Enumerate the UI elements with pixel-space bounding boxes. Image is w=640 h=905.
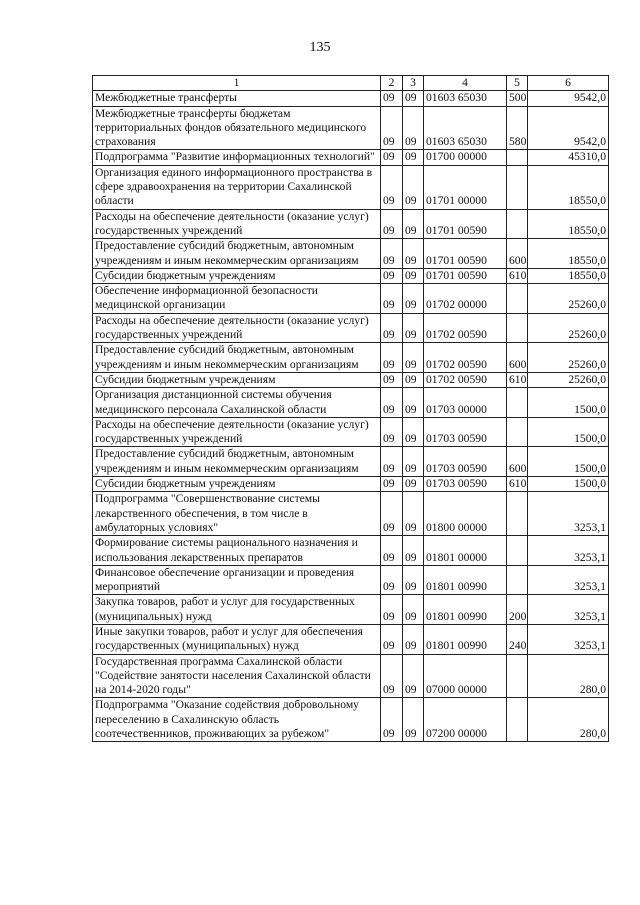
header-row [93, 76, 609, 91]
row-name: Расходы на обеспечение деятельности (оказание услуг) государственных учреждений [93, 417, 381, 447]
row-expense-type: 580 [507, 106, 528, 150]
row-name: Межбюджетные трансферты [93, 91, 381, 106]
row-amount: 1500,0 [528, 388, 609, 418]
row-expense-type: 500 [507, 91, 528, 106]
row-target-article: 01801 00990 [424, 565, 507, 595]
row-expense-type [507, 565, 528, 595]
row-amount: 3253,1 [528, 565, 609, 595]
row-name: Межбюджетные трансферты бюджетам территориальных фондов обязательного медицинского страхования [93, 106, 381, 150]
row-amount: 1500,0 [528, 477, 609, 492]
row-section: 09 [381, 447, 403, 477]
row-subsection: 09 [403, 624, 424, 654]
row-name: Иные закупки товаров, работ и услуг для обеспечения государственных (муниципальных) нужд [93, 624, 381, 654]
row-amount: 18550,0 [528, 165, 609, 209]
row-name: Предоставление субсидий бюджетным, автономным учреждениям и иным некоммерческим организациям [93, 343, 381, 373]
row-expense-type: 610 [507, 477, 528, 492]
row-subsection: 09 [403, 343, 424, 373]
row-section: 09 [381, 565, 403, 595]
column-header: 5 [507, 76, 528, 91]
row-target-article: 01801 00990 [424, 624, 507, 654]
row-expense-type: 600 [507, 343, 528, 373]
row-section: 09 [381, 150, 403, 165]
row-section: 09 [381, 536, 403, 566]
row-section: 09 [381, 165, 403, 209]
row-section: 09 [381, 388, 403, 418]
table-row [93, 91, 609, 106]
row-name: Финансовое обеспечение организации и проведения мероприятий [93, 565, 381, 595]
table-row [93, 654, 609, 698]
row-name: Обеспечение информационной безопасности медицинской организации [93, 284, 381, 314]
row-target-article: 01801 00990 [424, 595, 507, 625]
table-row [93, 477, 609, 492]
row-target-article: 01603 65030 [424, 106, 507, 150]
row-amount: 3253,1 [528, 624, 609, 654]
table-row [93, 417, 609, 447]
row-target-article: 01800 00000 [424, 492, 507, 536]
row-amount: 1500,0 [528, 417, 609, 447]
row-expense-type [507, 165, 528, 209]
column-header: 3 [403, 76, 424, 91]
table-row [93, 343, 609, 373]
row-amount: 280,0 [528, 698, 609, 742]
row-subsection: 09 [403, 165, 424, 209]
row-section: 09 [381, 492, 403, 536]
row-name: Закупка товаров, работ и услуг для государственных (муниципальных) нужд [93, 595, 381, 625]
row-amount: 25260,0 [528, 284, 609, 314]
row-target-article: 01701 00590 [424, 268, 507, 283]
row-amount: 25260,0 [528, 343, 609, 373]
row-name: Подпрограмма "Совершенствование системы лекарственного обеспечения, в том числе в амбулаторных условиях" [93, 492, 381, 536]
row-target-article: 01702 00590 [424, 372, 507, 387]
table-row [93, 165, 609, 209]
row-section: 09 [381, 698, 403, 742]
row-section: 09 [381, 624, 403, 654]
row-name: Расходы на обеспечение деятельности (оказание услуг) государственных учреждений [93, 313, 381, 343]
row-subsection: 09 [403, 372, 424, 387]
row-subsection: 09 [403, 313, 424, 343]
row-amount: 1500,0 [528, 447, 609, 477]
row-expense-type [507, 417, 528, 447]
row-subsection: 09 [403, 595, 424, 625]
row-subsection: 09 [403, 209, 424, 239]
row-subsection: 09 [403, 492, 424, 536]
row-amount: 25260,0 [528, 372, 609, 387]
table-row [93, 447, 609, 477]
row-target-article: 01700 00000 [424, 150, 507, 165]
row-name: Предоставление субсидий бюджетным, автономным учреждениям и иным некоммерческим организациям [93, 239, 381, 269]
row-subsection: 09 [403, 447, 424, 477]
row-target-article: 01701 00590 [424, 209, 507, 239]
table-row [93, 536, 609, 566]
row-section: 09 [381, 106, 403, 150]
row-amount: 3253,1 [528, 536, 609, 566]
row-target-article: 01703 00590 [424, 417, 507, 447]
row-expense-type: 240 [507, 624, 528, 654]
table-row [93, 565, 609, 595]
row-amount: 3253,1 [528, 492, 609, 536]
row-name: Предоставление субсидий бюджетным, автономным учреждениям и иным некоммерческим организациям [93, 447, 381, 477]
row-subsection: 09 [403, 477, 424, 492]
row-expense-type: 200 [507, 595, 528, 625]
row-name: Расходы на обеспечение деятельности (оказание услуг) государственных учреждений [93, 209, 381, 239]
row-amount: 18550,0 [528, 268, 609, 283]
row-section: 09 [381, 417, 403, 447]
table-row [93, 313, 609, 343]
row-subsection: 09 [403, 239, 424, 269]
row-expense-type [507, 313, 528, 343]
row-target-article: 01701 00000 [424, 165, 507, 209]
row-expense-type [507, 284, 528, 314]
table-row [93, 595, 609, 625]
row-subsection: 09 [403, 106, 424, 150]
table-row [93, 268, 609, 283]
row-name: Субсидии бюджетным учреждениям [93, 268, 381, 283]
row-expense-type [507, 209, 528, 239]
row-expense-type: 600 [507, 447, 528, 477]
row-expense-type [507, 492, 528, 536]
row-section: 09 [381, 209, 403, 239]
row-amount: 9542,0 [528, 91, 609, 106]
row-subsection: 09 [403, 150, 424, 165]
table-row [93, 150, 609, 165]
row-subsection: 09 [403, 417, 424, 447]
row-name: Субсидии бюджетным учреждениям [93, 372, 381, 387]
row-name: Государственная программа Сахалинской области "Содействие занятости населения Сахалинской области на 2014-2020 годы" [93, 654, 381, 698]
row-section: 09 [381, 343, 403, 373]
row-amount: 45310,0 [528, 150, 609, 165]
row-target-article: 01702 00590 [424, 343, 507, 373]
row-name: Субсидии бюджетным учреждениям [93, 477, 381, 492]
row-subsection: 09 [403, 91, 424, 106]
row-name: Организация единого информационного пространства в сфере здравоохранения на территории Сахалинской области [93, 165, 381, 209]
row-subsection: 09 [403, 388, 424, 418]
row-amount: 25260,0 [528, 313, 609, 343]
row-expense-type [507, 698, 528, 742]
column-header: 6 [528, 76, 609, 91]
row-target-article: 01703 00590 [424, 477, 507, 492]
row-expense-type [507, 150, 528, 165]
row-section: 09 [381, 284, 403, 314]
row-target-article: 01703 00000 [424, 388, 507, 418]
table-row [93, 372, 609, 387]
row-section: 09 [381, 313, 403, 343]
row-name: Организация дистанционной системы обучения медицинского персонала Сахалинской области [93, 388, 381, 418]
table-row [93, 492, 609, 536]
row-amount: 9542,0 [528, 106, 609, 150]
row-section: 09 [381, 268, 403, 283]
row-subsection: 09 [403, 698, 424, 742]
row-subsection: 09 [403, 565, 424, 595]
row-expense-type [507, 654, 528, 698]
column-header: 2 [381, 76, 403, 91]
row-section: 09 [381, 91, 403, 106]
column-header: 1 [93, 76, 381, 91]
table-row [93, 388, 609, 418]
row-expense-type [507, 388, 528, 418]
row-section: 09 [381, 372, 403, 387]
row-section: 09 [381, 595, 403, 625]
table-row [93, 284, 609, 314]
row-target-article: 01703 00590 [424, 447, 507, 477]
row-target-article: 07200 00000 [424, 698, 507, 742]
column-header: 4 [424, 76, 507, 91]
budget-table [92, 75, 609, 742]
row-subsection: 09 [403, 536, 424, 566]
row-name: Подпрограмма "Развитие информационных технологий" [93, 150, 381, 165]
row-subsection: 09 [403, 268, 424, 283]
row-target-article: 01603 65030 [424, 91, 507, 106]
page-number: 135 [309, 40, 331, 55]
row-expense-type: 610 [507, 268, 528, 283]
row-section: 09 [381, 477, 403, 492]
table-row [93, 209, 609, 239]
row-name: Формирование системы рационального назначения и использования лекарственных препаратов [93, 536, 381, 566]
table-row [93, 239, 609, 269]
row-expense-type [507, 536, 528, 566]
row-amount: 18550,0 [528, 239, 609, 269]
row-section: 09 [381, 239, 403, 269]
row-target-article: 01702 00000 [424, 284, 507, 314]
row-expense-type: 600 [507, 239, 528, 269]
table-row [93, 698, 609, 742]
row-target-article: 01701 00590 [424, 239, 507, 269]
table-row [93, 624, 609, 654]
row-subsection: 09 [403, 284, 424, 314]
row-amount: 3253,1 [528, 595, 609, 625]
row-name: Подпрограмма "Оказание содействия добровольному переселению в Сахалинскую область соотечественников, проживающих за рубежом" [93, 698, 381, 742]
row-target-article: 01702 00590 [424, 313, 507, 343]
row-target-article: 07000 00000 [424, 654, 507, 698]
table-row [93, 106, 609, 150]
table-body [93, 91, 609, 742]
row-expense-type: 610 [507, 372, 528, 387]
row-amount: 18550,0 [528, 209, 609, 239]
row-section: 09 [381, 654, 403, 698]
row-amount: 280,0 [528, 654, 609, 698]
row-subsection: 09 [403, 654, 424, 698]
row-target-article: 01801 00000 [424, 536, 507, 566]
